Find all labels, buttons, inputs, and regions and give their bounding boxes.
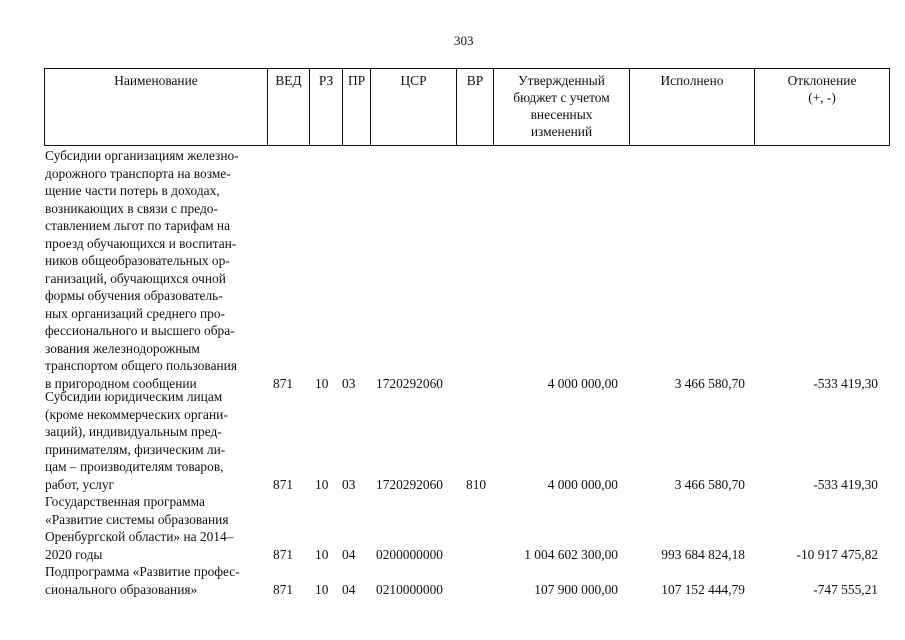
row-name	[45, 388, 270, 493]
row-name-line: ганизаций, обучающихся очной	[45, 270, 226, 286]
header-approved: Утвержденный бюджет с учетом внесенных изменений	[494, 69, 630, 145]
row-name-line: (кроме некоммерческих органи-	[45, 406, 228, 422]
cell-rz: 10	[315, 546, 329, 562]
cell-approved: 4 000 000,00	[547, 476, 618, 492]
cell-deviation: -10 917 475,82	[796, 546, 878, 562]
cell-rz: 10	[315, 581, 329, 597]
cell-deviation: -533 419,30	[813, 375, 878, 391]
row-name-line: сионального образования»	[45, 581, 198, 597]
cell-ved: 871	[273, 476, 294, 492]
cell-approved: 1 004 602 300,00	[524, 546, 618, 562]
row-name-line: 2020 годы	[45, 546, 103, 562]
cell-csr: 1720292060	[376, 375, 443, 391]
row-name-line: Субсидии организациям железно-	[45, 148, 239, 163]
cell-approved: 4 000 000,00	[547, 375, 618, 391]
row-name-line: в пригородном сообщении	[45, 375, 197, 391]
row-name	[45, 563, 270, 598]
cell-pr: 04	[342, 546, 356, 562]
row-name-line: цам – производителям товаров,	[45, 459, 224, 474]
row-name-line: дорожного транспорта на возме-	[45, 165, 231, 181]
cell-ved: 871	[273, 375, 294, 391]
row-name-line: ставлением льгот по тарифам на	[45, 218, 231, 233]
cell-executed: 993 684 824,18	[661, 546, 745, 562]
cell-approved: 107 900 000,00	[534, 581, 618, 597]
row-name-line: Государственная программа	[45, 494, 205, 509]
cell-deviation: -747 555,21	[813, 581, 878, 597]
cell-csr: 1720292060	[376, 476, 443, 492]
header-executed: Исполнено	[630, 69, 755, 145]
cell-csr: 0200000000	[376, 546, 443, 562]
header-rz: РЗ	[310, 69, 343, 145]
row-name-line: зования железнодорожным	[45, 340, 200, 356]
row-name-line: «Развитие системы образования	[45, 511, 229, 527]
cell-ved: 871	[273, 546, 294, 562]
row-name-line: работ, услуг	[45, 476, 115, 492]
row-name-line: щение части потерь в доходах,	[45, 183, 220, 198]
cell-pr: 04	[342, 581, 356, 597]
row-name-line: ников общеобразовательных ор-	[45, 253, 230, 268]
cell-vr: 810	[466, 476, 487, 492]
row-name-line: формы обучения образователь-	[45, 288, 223, 303]
table-header	[44, 68, 890, 146]
header-deviation: Отклонение (+, -)	[787, 73, 857, 105]
row-name	[45, 493, 270, 563]
row-name-line: Подпрограмма «Развитие профес-	[45, 564, 240, 579]
header-name: Наименование	[45, 69, 268, 145]
cell-ved: 871	[273, 581, 294, 597]
header-vr: ВР	[457, 69, 494, 145]
row-name-line: принимателям, физическим ли-	[45, 441, 226, 457]
cell-csr: 0210000000	[376, 581, 443, 597]
cell-rz: 10	[315, 375, 329, 391]
header-pr: ПР	[343, 69, 371, 145]
page-number: 303	[454, 33, 474, 48]
row-name-line: возникающих в связи с предо-	[45, 200, 218, 216]
row-name-line: ных организаций среднего про-	[45, 305, 225, 321]
cell-executed: 3 466 580,70	[674, 476, 745, 492]
row-name-line: транспортом общего пользования	[45, 358, 238, 373]
row-name-line: проезд обучающихся и воспитан-	[45, 235, 237, 251]
row-name-line: Субсидии юридическим лицам	[45, 389, 223, 404]
cell-rz: 10	[315, 476, 329, 492]
row-name-line: заций), индивидуальным пред-	[45, 424, 222, 439]
cell-pr: 03	[342, 375, 356, 391]
row-name-line: фессионального и высшего обра-	[45, 323, 235, 338]
header-csr: ЦСР	[371, 69, 457, 145]
row-name-line: Оренбургской области» на 2014–	[45, 529, 234, 544]
cell-deviation: -533 419,30	[813, 476, 878, 492]
cell-executed: 3 466 580,70	[674, 375, 745, 391]
cell-pr: 03	[342, 476, 356, 492]
row-name	[45, 147, 270, 392]
cell-executed: 107 152 444,79	[661, 581, 745, 597]
header-ved: ВЕД	[268, 69, 310, 145]
